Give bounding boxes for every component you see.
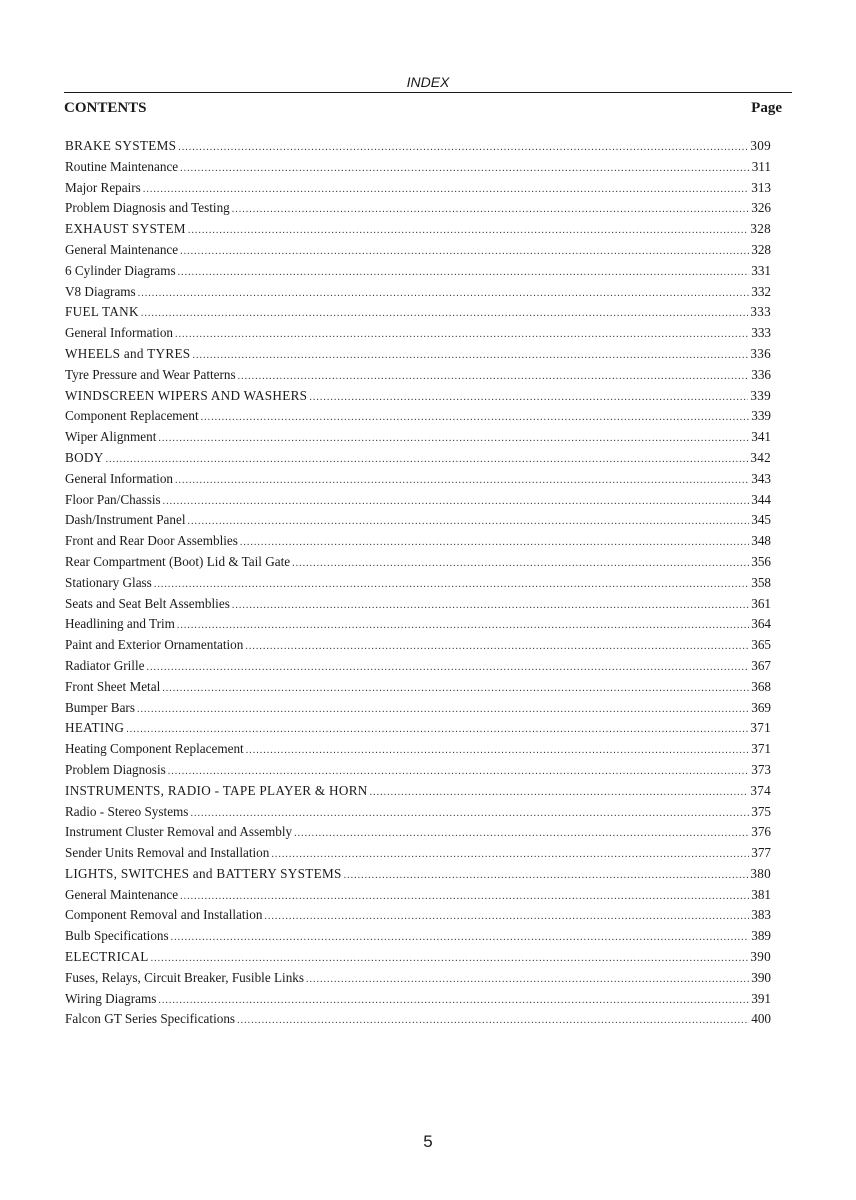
dot-leader xyxy=(138,285,750,304)
toc-entry-title: Component Removal and Installation xyxy=(65,907,263,923)
toc-entry-page: 365 xyxy=(751,637,771,653)
toc-entry xyxy=(65,740,771,761)
toc-entry-page: 367 xyxy=(751,657,771,673)
dot-leader xyxy=(143,181,749,200)
dot-leader xyxy=(294,825,749,844)
toc-entry-page: 389 xyxy=(751,928,771,944)
toc-entry-title: Headlining and Trim xyxy=(65,616,175,632)
toc-entry-page: 326 xyxy=(751,200,771,216)
toc-entry-page: 400 xyxy=(751,1011,771,1027)
dot-leader xyxy=(240,534,749,553)
toc-entry-title: Bulb Specifications xyxy=(65,928,169,944)
toc-entry-title: WINDSCREEN WIPERS AND WASHERS xyxy=(65,387,308,403)
toc-entry xyxy=(65,428,771,449)
dot-leader xyxy=(180,243,749,262)
dot-leader xyxy=(106,451,749,470)
toc-entry-page: 380 xyxy=(750,865,771,881)
contents-heading: CONTENTS xyxy=(64,100,147,116)
dot-leader xyxy=(271,846,749,865)
toc-entry xyxy=(65,990,771,1011)
toc-entry-page: 313 xyxy=(751,179,771,195)
toc-entry xyxy=(65,678,771,699)
toc-entry xyxy=(65,179,771,200)
dot-leader xyxy=(306,971,749,990)
toc-entry xyxy=(65,636,771,657)
dot-leader xyxy=(146,659,749,678)
toc-entry-title: Floor Pan/Chassis xyxy=(65,491,161,507)
toc-entry-page: 368 xyxy=(751,678,771,694)
dot-leader xyxy=(264,908,749,927)
toc-entry xyxy=(65,220,771,241)
toc-entry-title: Radiator Grille xyxy=(65,657,145,673)
toc-entry xyxy=(65,366,771,387)
toc-entry-title: Instrument Cluster Removal and Assembly xyxy=(65,824,293,840)
toc-entry-title: Front and Rear Door Assemblies xyxy=(65,533,238,549)
toc-entry-page: 390 xyxy=(750,949,771,965)
toc-entry xyxy=(65,532,771,553)
toc-entry-page: 341 xyxy=(751,429,771,445)
toc-entry xyxy=(65,948,771,969)
toc-entry xyxy=(65,137,771,158)
toc-entry xyxy=(65,699,771,720)
toc-entry-page: 358 xyxy=(751,574,771,590)
toc-entry-title: Falcon GT Series Specifications xyxy=(65,1011,236,1027)
dot-leader xyxy=(245,638,749,657)
toc-entry-page: 377 xyxy=(751,845,771,861)
toc-entry xyxy=(65,324,771,345)
toc-entry xyxy=(65,574,771,595)
toc-entry-page: 336 xyxy=(751,366,771,382)
toc-entry-title: General Maintenance xyxy=(65,886,179,902)
toc-entry-page: 344 xyxy=(751,491,771,507)
toc-entry-title: Sender Units Removal and Installation xyxy=(65,845,270,861)
toc-entry-title: Bumper Bars xyxy=(65,699,135,715)
toc-entry-title: Fuses, Relays, Circuit Breaker, Fusible Links xyxy=(65,969,305,985)
dot-leader xyxy=(292,555,749,574)
toc-entry xyxy=(65,262,771,283)
toc-entry-title: Major Repairs xyxy=(65,179,141,195)
toc-entry xyxy=(65,407,771,428)
toc-entry-page: 374 xyxy=(750,782,771,798)
dot-leader xyxy=(188,513,750,532)
dot-leader xyxy=(126,721,748,740)
toc-entry-title: Problem Diagnosis and Testing xyxy=(65,200,230,216)
toc-entry-title: Wiring Diagrams xyxy=(65,990,157,1006)
toc-entry xyxy=(65,615,771,636)
page-column-heading: Page xyxy=(751,100,782,116)
toc-entry-title: HEATING xyxy=(65,720,125,736)
dot-leader xyxy=(232,597,749,616)
dot-leader xyxy=(180,160,750,179)
toc-entry xyxy=(65,886,771,907)
toc-entry-title: General Maintenance xyxy=(65,241,179,257)
page-number: 5 xyxy=(423,1132,433,1151)
toc-entry-title: General Information xyxy=(65,325,174,341)
toc-entry-title: BRAKE SYSTEMS xyxy=(65,138,177,153)
dot-leader xyxy=(246,742,750,761)
dot-leader xyxy=(370,784,749,803)
toc-entry xyxy=(65,303,771,324)
toc-entry-page: 375 xyxy=(751,803,771,819)
dot-leader xyxy=(180,888,749,907)
toc-entry xyxy=(65,1010,771,1031)
toc-entry-page: 376 xyxy=(751,824,771,840)
toc-entry xyxy=(65,803,771,824)
dot-leader xyxy=(151,950,749,969)
toc-entry-page: 383 xyxy=(751,907,771,923)
toc-entry xyxy=(65,761,771,782)
toc-entry xyxy=(65,491,771,512)
running-head: INDEX xyxy=(406,74,450,90)
dot-leader xyxy=(232,201,749,220)
dot-leader xyxy=(188,222,748,241)
toc-entry-title: LIGHTS, SWITCHES and BATTERY SYSTEMS xyxy=(65,865,342,881)
toc-entry-page: 328 xyxy=(751,241,771,257)
toc-entry-page: 332 xyxy=(751,283,771,299)
toc-entry xyxy=(65,595,771,616)
dot-leader xyxy=(177,617,749,636)
toc-entry-title: Routine Maintenance xyxy=(65,158,179,174)
dot-leader xyxy=(137,701,749,720)
toc-entry-title: BODY xyxy=(65,449,104,465)
dot-leader xyxy=(158,992,749,1011)
toc-entry-title: Stationary Glass xyxy=(65,574,152,590)
dot-leader xyxy=(175,326,749,345)
dot-leader xyxy=(171,929,750,948)
toc-entry-title: INSTRUMENTS, RADIO - TAPE PLAYER & HORN xyxy=(65,782,368,798)
dot-leader xyxy=(238,368,750,387)
toc-entry xyxy=(65,553,771,574)
toc-entry xyxy=(65,241,771,262)
toc-entry-page: 371 xyxy=(751,741,771,757)
toc-entry xyxy=(65,470,771,491)
toc-entry-title: 6 Cylinder Diagrams xyxy=(65,262,176,278)
toc-entry-title: V8 Diagrams xyxy=(65,283,136,299)
toc-entry xyxy=(65,719,771,740)
toc-entry-page: 373 xyxy=(751,761,771,777)
toc-list xyxy=(65,137,771,1031)
toc-entry xyxy=(65,844,771,865)
toc-entry-page: 361 xyxy=(751,595,771,611)
toc-entry-page: 336 xyxy=(750,345,771,361)
toc-entry-page: 345 xyxy=(751,512,771,528)
toc-entry-title: Dash/Instrument Panel xyxy=(65,512,186,528)
dot-leader xyxy=(162,680,749,699)
dot-leader xyxy=(344,867,749,886)
toc-entry xyxy=(65,158,771,179)
toc-entry-page: 339 xyxy=(750,387,771,403)
dot-leader xyxy=(163,493,750,512)
toc-entry xyxy=(65,823,771,844)
dot-leader xyxy=(154,576,749,595)
toc-entry-page: 342 xyxy=(750,449,771,465)
dot-leader xyxy=(178,139,748,158)
toc-entry-page: 333 xyxy=(750,304,771,320)
toc-entry-title: Component Replacement xyxy=(65,408,199,424)
toc-entry-title: Paint and Exterior Ornamentation xyxy=(65,637,244,653)
toc-entry-page: 339 xyxy=(751,408,771,424)
toc-entry-title: Wiper Alignment xyxy=(65,429,157,445)
toc-entry-title: Rear Compartment (Boot) Lid & Tail Gate xyxy=(65,553,291,569)
toc-entry xyxy=(65,449,771,470)
toc-entry xyxy=(65,387,771,408)
toc-entry xyxy=(65,511,771,532)
toc-entry xyxy=(65,865,771,886)
toc-entry-title: FUEL TANK xyxy=(65,304,139,320)
toc-entry-title: Tyre Pressure and Wear Patterns xyxy=(65,366,236,382)
toc-entry-page: 364 xyxy=(751,616,771,632)
toc-entry-page: 391 xyxy=(751,990,771,1006)
toc-entry-title: WHEELS and TYRES xyxy=(65,345,191,361)
toc-entry xyxy=(65,283,771,304)
toc-entry-page: 309 xyxy=(750,138,771,153)
dot-leader xyxy=(141,305,749,324)
toc-entry-page: 369 xyxy=(751,699,771,715)
header-rule xyxy=(64,92,792,93)
toc-entry-page: 343 xyxy=(751,470,771,486)
toc-entry-page: 390 xyxy=(751,969,771,985)
toc-entry-page: 331 xyxy=(751,262,771,278)
toc-entry-title: General Information xyxy=(65,470,174,486)
contents-heading-row xyxy=(64,100,782,117)
dot-leader xyxy=(158,430,749,449)
dot-leader xyxy=(309,389,748,408)
toc-entry xyxy=(65,969,771,990)
toc-entry-title: Radio - Stereo Systems xyxy=(65,803,189,819)
toc-entry-page: 328 xyxy=(750,221,771,237)
toc-entry xyxy=(65,927,771,948)
toc-entry-page: 348 xyxy=(751,533,771,549)
toc-entry xyxy=(65,782,771,803)
dot-leader xyxy=(237,1012,749,1031)
dot-leader xyxy=(178,264,750,283)
toc-entry xyxy=(65,345,771,366)
dot-leader xyxy=(190,805,749,824)
dot-leader xyxy=(175,472,749,491)
toc-entry-title: Seats and Seat Belt Assemblies xyxy=(65,595,230,611)
toc-entry-title: EXHAUST SYSTEM xyxy=(65,221,186,237)
toc-entry-title: Front Sheet Metal xyxy=(65,678,161,694)
dot-leader xyxy=(192,347,748,366)
toc-entry xyxy=(65,657,771,678)
dot-leader xyxy=(168,763,749,782)
toc-entry xyxy=(65,199,771,220)
toc-entry-page: 381 xyxy=(751,886,771,902)
toc-entry xyxy=(65,906,771,927)
toc-entry-title: Heating Component Replacement xyxy=(65,741,244,757)
toc-entry-title: ELECTRICAL xyxy=(65,949,149,965)
toc-entry-page: 371 xyxy=(750,720,771,736)
toc-entry-page: 356 xyxy=(751,553,771,569)
toc-entry-page: 311 xyxy=(751,158,771,174)
toc-entry-title: Problem Diagnosis xyxy=(65,761,166,777)
dot-leader xyxy=(201,409,750,428)
toc-entry-page: 333 xyxy=(751,325,771,341)
